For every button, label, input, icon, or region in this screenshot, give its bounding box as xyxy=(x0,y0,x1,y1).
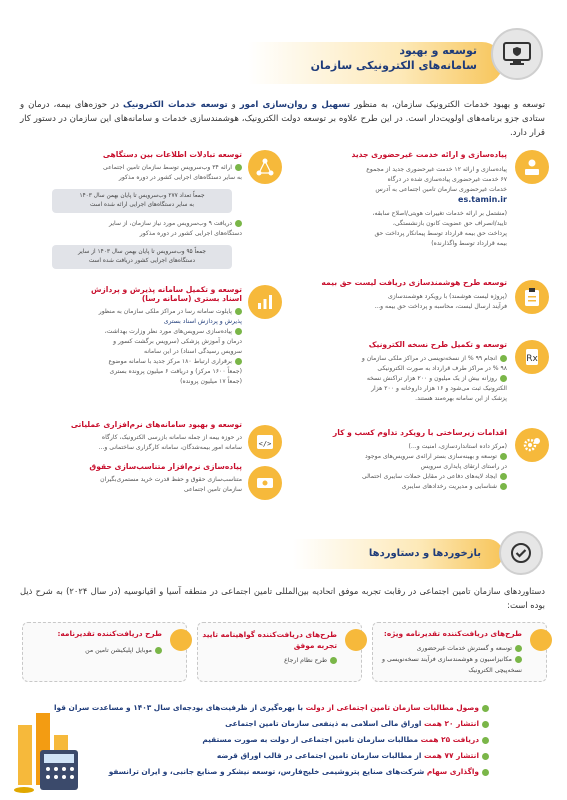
line: پذیرش و پردازش اسناد بستری xyxy=(163,318,242,325)
line: دستگاه‌های اجرایی کشور دریافت شده است xyxy=(88,258,196,264)
line: به سایر دستگاه‌های اجرایی ارائه شده است xyxy=(89,202,195,208)
intro-text-2: در حوزه‌های بیمه، درمان و ستادی جزو برنامه‌های اولویت‌دار است. در این طرح علاوه بر توسعه دولت الکترونیک، هوشمندسازی خدمات و سامانه‌های این سازمان در دستور کار قرار دارد. xyxy=(20,100,545,138)
bar-chart-icon xyxy=(248,285,282,319)
line: (جمعاً ۱۶۰۰ مرکز) و دریافت ۶ میلیون پرونده بستری xyxy=(109,368,242,375)
list-item xyxy=(19,764,489,780)
svg-text:</>: </> xyxy=(258,440,272,448)
text: با بهره‌گیری از ظرفیت‌های بودجه‌ای سال ۱۴۰۳ و مساعدت سران قوا xyxy=(53,703,306,712)
feature-infrastructure xyxy=(307,428,507,492)
line: ایجاد لایه‌های دفاعی در مقابل حملات سایبری احتمالی xyxy=(361,473,497,480)
header-title-line2: سامانه‌های الکترونیکی سازمان xyxy=(310,59,477,72)
feature-title: اقدامات زیرساختی با رویکرد تداوم کسب و کار xyxy=(332,428,507,437)
text: از مطالبات سازمان تامین اجتماعی در قالب اوراق قرضه xyxy=(216,751,425,760)
bullet-icon xyxy=(500,355,507,362)
medal-icon xyxy=(530,629,552,651)
list-item xyxy=(19,732,489,748)
line: (پروژه لیست هوشمند) با رویکرد هوشمندسازی xyxy=(388,293,507,300)
bullet-icon xyxy=(482,705,489,712)
section-header xyxy=(243,26,543,88)
achievements-intro: دستاوردهای سازمان تامین اجتماعی در رقابت تجربه موفق اتحادیه بین‌المللی تامین اجتماعی در منطقه آسیا و اقیانوسیه (در سال ۲۰۲۴) به شرح ذیل بوده است: xyxy=(20,586,545,610)
intro-highlight-1: تسهیل و روان‌سازی امور xyxy=(239,100,351,110)
line: پایلوت سامانه رسا در مراکز ملکی سازمان به منظور xyxy=(98,308,232,315)
list-item xyxy=(19,700,489,716)
monitor-shield-icon xyxy=(491,28,543,80)
line: به سایر دستگاه‌های اجرایی کشور در دوره مذکور xyxy=(118,174,242,181)
feature-title-2: اسناد بستری (سامانه رسا) xyxy=(141,294,242,303)
feature-smart-list xyxy=(307,278,507,312)
money-icon xyxy=(248,466,282,500)
feature-body xyxy=(307,354,507,404)
line: در راستای ارتقای پایداری سرویس xyxy=(420,463,507,470)
highlight: دریافت ۲۵ همت xyxy=(420,735,479,744)
award-title: طرح‌های دریافت‌کننده تقدیرنامه ویژه: xyxy=(383,629,522,638)
service-url: es.tamin.ir xyxy=(458,195,507,204)
intro-text: توسعه و بهبود خدمات الکترونیک سازمان، به منظور xyxy=(350,100,545,110)
line: ۹۸ % در مراکز طرف قرارداد به صورت الکترونیکی xyxy=(377,365,507,372)
line: بیمه قرارداد توسط واگذارنده) xyxy=(431,240,507,247)
bullet-icon xyxy=(500,473,507,480)
bullet-icon xyxy=(235,164,242,171)
feature-body xyxy=(307,442,507,492)
bullet-icon xyxy=(235,358,242,365)
feature-e-prescription xyxy=(307,340,507,404)
bullet-icon xyxy=(482,769,489,776)
achievements-title: بازخوردها و دستاوردها xyxy=(368,548,481,559)
line: پزشک از این سامانه بهره‌مند هستند. xyxy=(415,395,507,402)
line: در حوزه بیمه از جمله سامانه بازرسی الکترونیک، کارگاه xyxy=(101,434,242,441)
calculator-coins-icon xyxy=(10,695,85,795)
highlight: واگذاری سهام xyxy=(426,767,479,776)
award-title: طرح‌های دریافت‌کننده گواهینامه تایید تجربه موفق xyxy=(202,630,337,650)
feature-new-services xyxy=(307,150,507,249)
feature-rasa-system xyxy=(32,285,242,387)
line: انجام ۹۹ % از نسخه‌نویسی در مراکز ملکی سازمان و xyxy=(361,355,497,362)
line: درمان و آموزش پزشکی (سرویس برگشت کسور و xyxy=(113,338,242,345)
bullet-icon xyxy=(155,647,162,654)
list-item xyxy=(19,716,489,732)
feature-operational-software xyxy=(32,420,242,453)
feature-title: توسعه و تکمیل طرح نسخه الکترونیک xyxy=(368,340,507,349)
feature-body xyxy=(32,475,242,495)
feature-title: پیاده‌سازی نرم‌افزار متناسب‌سازی حقوق xyxy=(89,462,242,471)
award-items xyxy=(85,645,162,656)
highlight: وصول مطالبات سازمان تامین اجتماعی از دولت xyxy=(305,703,479,712)
clipboard-icon xyxy=(515,280,549,314)
intro-paragraph xyxy=(20,98,545,140)
line: تایید/انصراف حق عضویت کانون بازنشستگی، xyxy=(392,220,507,227)
feature-body xyxy=(307,165,507,249)
intro-highlight-2: توسعه خدمات الکترونیک xyxy=(122,100,228,110)
line: پیاده‌سازی و ارائه ۱۲ خدمت غیرحضوری جدید از مجموع xyxy=(366,166,507,173)
award-certificate xyxy=(197,622,362,682)
line: سامانه امور بیمه‌شدگان، سامانه کارگزاری ساختمانی و... xyxy=(98,444,242,451)
line: سرویس رسیدگی اسناد) در این سامانه xyxy=(144,348,242,355)
bullet-icon xyxy=(500,483,507,490)
bullet-icon xyxy=(500,375,507,382)
feature-body xyxy=(32,307,242,387)
feature-title: توسعه تبادلات اطلاعات بین دستگاهی xyxy=(102,150,242,159)
achievements-header xyxy=(23,537,543,571)
feature-pension-software xyxy=(32,462,242,495)
line: ارائه ۳۴ وب‌سرویس توسط سازمان تامین اجتماعی xyxy=(103,164,232,171)
text: اوراق مالی اسلامی به ذینفعی سازمان تامین اجتماعی xyxy=(225,719,425,728)
bullet-icon xyxy=(330,657,337,664)
network-icon xyxy=(248,150,282,184)
feature-body xyxy=(32,433,242,453)
financial-achievements-list xyxy=(19,700,489,780)
feature-data-exchange xyxy=(32,150,242,269)
award-items xyxy=(284,655,337,666)
feature-title: توسعه و بهبود سامانه‌های نرم‌افزاری عملیاتی xyxy=(70,420,242,429)
line: موبایل اپلیکیشن تامین من xyxy=(85,647,152,654)
summary-box xyxy=(52,245,232,269)
line: جمعاً تعداد ۲۷۷ وب‌سرویس تا پایان بهمن سال ۱۴۰۳ xyxy=(79,193,205,199)
header-title-line1: توسعه و بهبود xyxy=(399,44,477,57)
line: دریافت ۹ وب‌سرویس مورد نیاز سازمان، از سایر xyxy=(108,220,232,227)
bullet-icon xyxy=(515,656,522,663)
line: روزانه بیش از یک میلیون و ۲۰۰ هزار تراکنش نسخه xyxy=(366,375,497,382)
check-badge-icon xyxy=(499,531,543,575)
summary-box xyxy=(52,189,232,213)
line: (مرکز داده استاندارد‌سازی، امنیت و...) xyxy=(408,443,507,450)
person-laptop-icon xyxy=(515,150,549,184)
bullet-icon xyxy=(515,645,522,652)
feature-title: توسعه طرح هوشمندسازی دریافت لیست حق بیمه xyxy=(321,278,507,287)
line: دستگاه‌های اجرایی کشور در دوره مذکور xyxy=(139,230,242,237)
feature-title: توسعه و تکمیل سامانه پذیرش و پردازش xyxy=(90,285,242,294)
line: سازمان تامین اجتماعی xyxy=(183,486,242,493)
line: الکترونیک ثبت می‌شود و ۱۶ هزار داروخانه و ۲۰۰ هزار xyxy=(371,385,507,392)
highlight: انتشار ۲۰ همت xyxy=(424,719,479,728)
bullet-icon xyxy=(235,308,242,315)
feature-title: پیاده‌سازی و ارائه خدمت غیرحضوری جدید xyxy=(351,150,507,159)
line: ۶۷ خدمت غیرحضوری پیاده‌سازی شده در درگاه xyxy=(387,176,507,183)
svg-text:Rx: Rx xyxy=(526,354,538,364)
bullet-icon xyxy=(235,220,242,227)
feature-body xyxy=(32,163,242,183)
line: (مشتمل بر ارائه خدمات تغییرات هویتی/اصلاح سابقه، xyxy=(372,210,507,217)
text: شرکت‌های صنایع پتروشیمی خلیج‌فارس، توسعه نیشکر و صنایع جانبی، و ایران ترانسفو xyxy=(108,767,427,776)
line: متناسب‌سازی حقوق و حفظ قدرت خرید مستمری‌بگیران xyxy=(100,476,242,483)
bullet-icon xyxy=(235,328,242,335)
trophy-icon xyxy=(170,629,192,651)
certificate-icon xyxy=(345,629,367,651)
feature-body xyxy=(32,219,242,239)
bullet-icon xyxy=(500,453,507,460)
line: طرح نظام ارجاع xyxy=(284,657,327,664)
line: (جمعاً ۱۷ میلیون پرونده) xyxy=(180,378,242,385)
highlight: انتشار ۷۷ همت xyxy=(424,751,479,760)
list-item xyxy=(19,748,489,764)
line: توسعه و بهینه‌سازی بستر ارائه‌ی سرویس‌های موجود xyxy=(365,453,497,460)
bullet-icon xyxy=(482,721,489,728)
line: برقراری ارتباط ۱۸۰ مرکز جدید با سامانه موضوع xyxy=(108,358,232,365)
line: پرداخت حق بیمه قرارداد توسط پیمانکار پرداخت حق xyxy=(374,230,507,237)
line: جمعاً ۹۵ وب‌سرویس تا پایان بهمن سال ۱۴۰۳ از سایر xyxy=(77,249,207,255)
code-window-icon xyxy=(248,425,282,459)
bullet-icon xyxy=(482,737,489,744)
feature-body xyxy=(307,292,507,312)
line: شناسایی و مدیریت رخدادهای سایبری xyxy=(401,483,497,490)
prescription-icon xyxy=(515,340,549,374)
gears-icon xyxy=(515,428,549,462)
award-title: طرح دریافت‌کننده تقدیرنامه: xyxy=(57,629,162,638)
finance-illustration xyxy=(10,695,85,795)
line: مکانیزاسیون و هوشمندسازی فرآیند نسخه‌نویسی و نسخه‌پیچی الکترونیک xyxy=(382,656,522,674)
bullet-icon xyxy=(482,753,489,760)
award-items xyxy=(377,643,522,676)
intro-text-mid: و xyxy=(227,100,240,110)
award-appreciation xyxy=(22,622,187,682)
line: توسعه و گسترش خدمات غیرحضوری xyxy=(416,645,512,652)
line: پیاده‌سازی سرویس‌های مورد نظر وزارت بهداشت، xyxy=(104,328,232,335)
award-special xyxy=(372,622,547,682)
text: مطالبات سازمان تامین اجتماعی از دولت به صورت مستقیم xyxy=(202,735,421,744)
line: فرآیند ارسال لیست، محاسبه و پرداخت حق بیمه و... xyxy=(374,303,507,310)
line: خدمات غیرحضوری سازمان تامین اجتماعی به آدرس xyxy=(375,186,507,193)
